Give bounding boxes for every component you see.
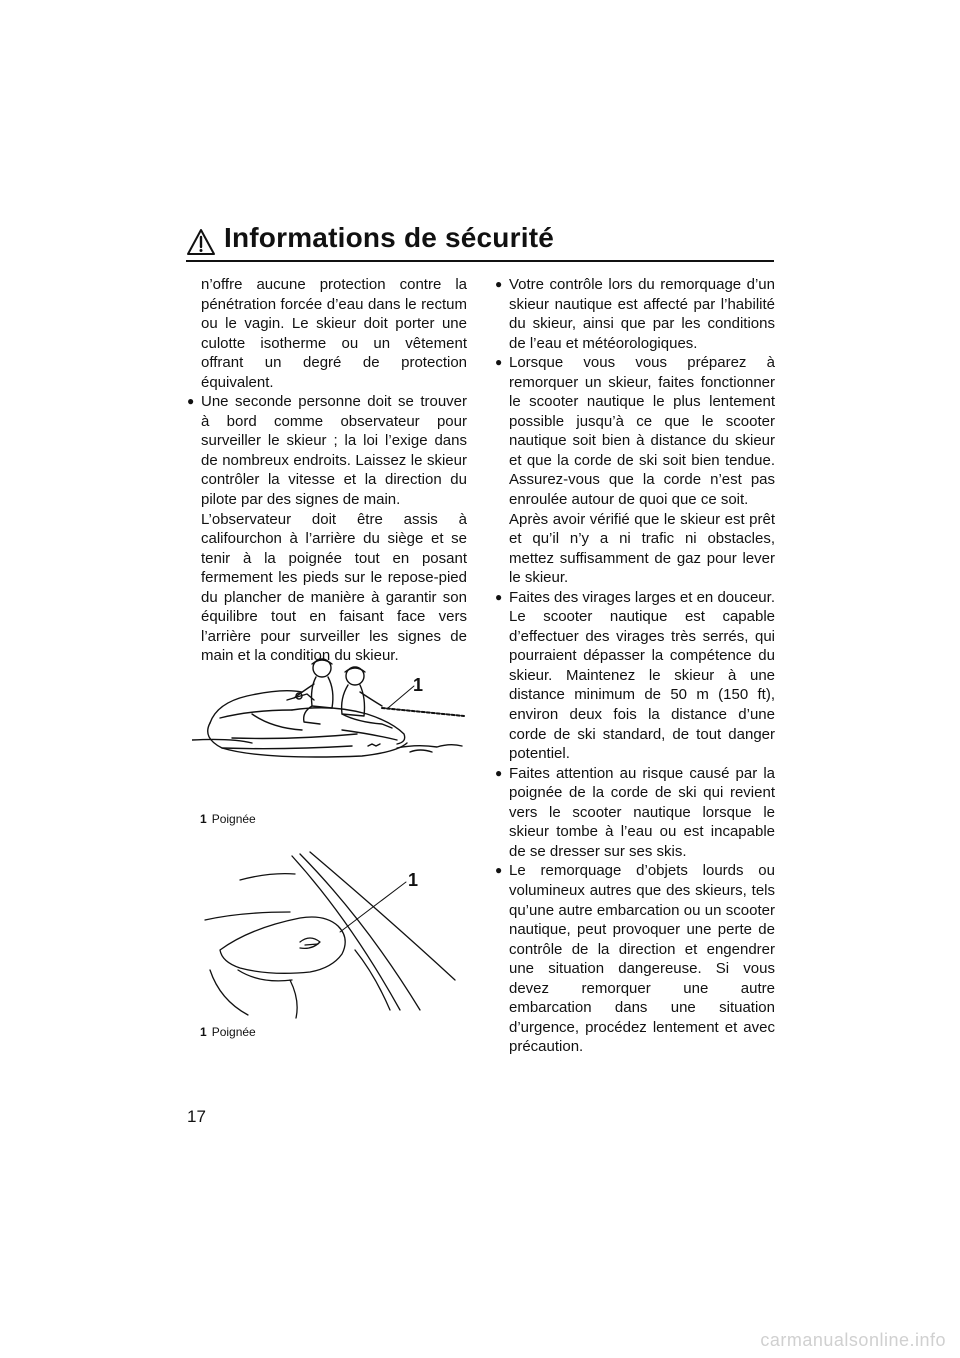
- bullet-icon: ●: [495, 355, 503, 370]
- illustration-watercraft-riders: [192, 648, 467, 808]
- list-item: [495, 588, 775, 764]
- list-item-text: Lorsque vous vous préparez à remorquer un skieur, faites fonctionner le scooter nautique le plus lentement possible jusqu’à ce que le scooter nautique soit bien à distance du skieur et que la corde de ski soit bien tendue. Assurez-vous que la corde n’est pas enroulée autour de quoi que ce soit.: [509, 354, 775, 509]
- figure-caption: 1 Poignée: [200, 812, 256, 826]
- figure-callout: 1: [413, 675, 424, 695]
- list-item-text: Faites des virages larges et en douceur. Le scooter nautique est capable d’effectuer des virages très serrés, qui pourraient dépasser la compétence du skieur. Maintenez le skieur à une distance minimum de 50 m (150 ft), environ deux fois la distance d’une corde de ski standard, de tout danger potentiel.: [509, 588, 775, 763]
- page-title: Informations de sécurité: [224, 222, 554, 253]
- illustration-grab-handle: [200, 850, 465, 1020]
- bullet-icon: ●: [495, 589, 503, 604]
- bullet-icon: ●: [187, 394, 195, 409]
- list-item-text: Une seconde personne doit se trouver à bord comme observateur pour surveiller le skieur ; la loi l’exige dans de nombreux endroits. Laissez le skieur contrôler la vitesse et la direction du pilote par des signes de main.: [201, 393, 467, 509]
- left-column: [187, 275, 467, 666]
- page-header: [186, 222, 774, 262]
- paragraph-observer: L’observateur doit être assis à califourchon à l’arrière du siège et se tenir à la poignée tout en posant fermement les pieds sur le repose-pied du plancher de manière à garantir son équilibre tout en faisant face vers l’arrière pour surveiller les signes de main et la condition du skieur.: [201, 510, 467, 665]
- list-item: [495, 353, 775, 509]
- header-rule: [186, 260, 774, 262]
- bullet-icon: ●: [495, 863, 503, 878]
- paragraph-continued: Après avoir vérifié que le skieur est prêt et qu’il n’y a ni trafic ni obstacles, mettez suffisamment de gaz pour lever le skieur.: [509, 510, 775, 587]
- right-column: [495, 275, 775, 1057]
- list-item-text: Faites attention au risque causé par la poignée de la corde de ski qui revient vers le scooter nautique lorsque le skieur tombe à l’eau ou est incapable de se dresser sur ses skis.: [509, 764, 775, 860]
- watermark: carmanualsonline.info: [760, 1330, 946, 1350]
- warning-triangle-icon: [186, 228, 216, 256]
- figure-caption: 1 Poignée: [200, 1025, 256, 1039]
- bullet-icon: ●: [495, 765, 503, 780]
- list-item: [187, 392, 467, 509]
- list-item: [495, 275, 775, 353]
- list-item: [495, 764, 775, 862]
- bullet-icon: ●: [495, 277, 503, 291]
- paragraph-continued: n’offre aucune protection contre la pénétration forcée d’eau dans le rectum ou le vagin. Le skieur doit porter une culotte isotherme ou un vêtement offrant un degré de protection équivalent.: [201, 276, 467, 391]
- page-number: 17: [187, 1107, 206, 1126]
- list-item: [495, 861, 775, 1056]
- figure-callout: 1: [408, 870, 419, 890]
- list-item-text: Votre contrôle lors du remorquage d’un skieur nautique est affecté par l’habilité du skieur, ainsi que par les conditions de l’eau et météorologiques.: [509, 276, 775, 352]
- list-item-text: Le remorquage d’objets lourds ou volumineux autres que des skieurs, tels qu’une autre embarcation ou un scooter nautique, peut provoquer une perte de contrôle de la direction et engendrer une situation dangereuse. Si vous devez remorquer une autre embarcation dans une situation d’urgence, procédez lentement et avec précaution.: [509, 862, 775, 1056]
